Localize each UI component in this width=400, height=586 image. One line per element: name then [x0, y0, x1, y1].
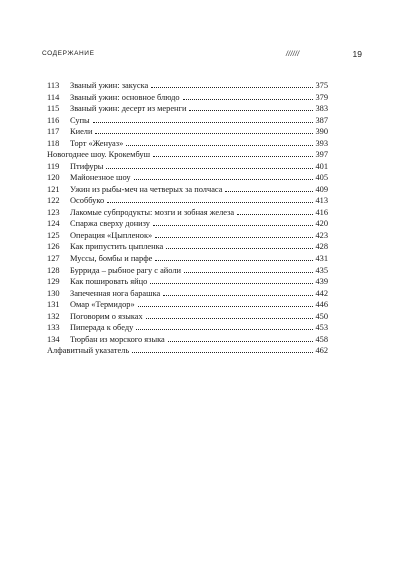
dot-leader: [155, 259, 313, 261]
chapter-number: 132: [47, 311, 60, 321]
toc-entry[interactable]: [47, 184, 328, 196]
toc-entry[interactable]: [47, 230, 328, 242]
chapter-title: Поговорим о языках: [70, 311, 143, 321]
chapter-number: 119: [47, 161, 60, 171]
chapter-number: 126: [47, 242, 60, 252]
entry-page-number: 420: [315, 219, 328, 229]
chapter-number: 130: [47, 288, 60, 298]
dot-leader: [150, 282, 313, 284]
chapter-number: 133: [47, 323, 60, 333]
entry-page-number: 413: [315, 196, 328, 206]
chapter-title: Как припустить цыпленка: [70, 242, 164, 252]
toc-entry[interactable]: [47, 265, 328, 277]
chapter-number: 127: [47, 253, 60, 263]
chapter-number: 113: [47, 81, 60, 90]
chapter-number: 122: [47, 196, 60, 206]
toc-entry[interactable]: [47, 345, 328, 357]
entry-page-number: 462: [315, 346, 328, 356]
entry-page-number: 379: [315, 92, 328, 102]
toc-entry[interactable]: [47, 172, 328, 184]
toc-entry[interactable]: [47, 161, 328, 173]
dot-leader: [93, 121, 313, 123]
chapter-number: 118: [47, 138, 60, 148]
page-header: [42, 49, 362, 61]
chapter-title: Буррида – рыбное рагу с айоли: [70, 265, 182, 275]
running-title: СОДЕРЖАНИЕ: [42, 50, 95, 57]
entry-page-number: 423: [315, 230, 328, 240]
dot-leader: [107, 201, 313, 203]
toc-entry[interactable]: [47, 311, 328, 323]
page-number: 19: [352, 49, 362, 59]
chapter-title: Званый ужин: основное блюдо: [70, 92, 180, 102]
toc-entry[interactable]: [47, 126, 328, 138]
dot-leader: [153, 224, 313, 226]
chapter-number: 125: [47, 230, 60, 240]
dot-leader: [146, 317, 313, 319]
chapter-number: 128: [47, 265, 60, 275]
dot-leader: [183, 98, 313, 100]
entry-page-number: 387: [315, 115, 328, 125]
entry-page-number: 405: [315, 173, 328, 183]
dot-leader: [166, 247, 313, 249]
dot-leader: [153, 155, 313, 157]
entry-page-number: 393: [315, 138, 328, 148]
dot-leader: [136, 328, 313, 330]
entry-page-number: 390: [315, 127, 328, 137]
entry-page-number: 458: [315, 334, 328, 344]
chapter-number: 124: [47, 219, 60, 229]
toc-entry[interactable]: [47, 80, 328, 92]
dot-leader: [126, 144, 313, 146]
toc-entry[interactable]: [47, 241, 328, 253]
toc-entry[interactable]: [47, 195, 328, 207]
dot-leader: [155, 236, 313, 238]
chapter-title: Особбуко: [70, 196, 105, 206]
chapter-title: Званый ужин: закуска: [70, 81, 149, 90]
toc-entry[interactable]: [47, 92, 328, 104]
toc-entry[interactable]: [47, 138, 328, 150]
dot-leader: [163, 294, 313, 296]
dot-leader: [151, 86, 313, 88]
toc-entry[interactable]: [47, 149, 328, 161]
toc-entry[interactable]: [47, 276, 328, 288]
chapter-title: Спаржа сверху донизу: [70, 219, 150, 229]
dot-leader: [132, 351, 313, 353]
entry-page-number: 383: [315, 104, 328, 114]
entry-page-number: 446: [315, 300, 328, 310]
chapter-title: Тюрбан из морского языка: [70, 334, 165, 344]
entry-page-number: 416: [315, 207, 328, 217]
chapter-title: Киели: [70, 127, 93, 137]
chapter-title: Пиперада к обеду: [70, 323, 134, 333]
chapter-title: Запеченная нога барашка: [70, 288, 161, 298]
chapter-number: 121: [47, 184, 60, 194]
toc-entry[interactable]: [47, 334, 328, 346]
chapter-number: 115: [47, 104, 60, 114]
dot-leader: [189, 109, 313, 111]
decorative-hatch-marks: //////: [286, 51, 300, 58]
entry-page-number: 431: [315, 253, 328, 263]
chapter-title: Званый ужин: десерт из меренги: [70, 104, 187, 114]
toc-entry[interactable]: [47, 207, 328, 219]
chapter-number: 117: [47, 127, 60, 137]
chapter-title: Майонезное шоу: [70, 173, 131, 183]
toc-entry[interactable]: [47, 299, 328, 311]
dot-leader: [106, 167, 313, 169]
dot-leader: [95, 132, 313, 134]
chapter-title: Супы: [70, 115, 90, 125]
chapter-title: Птифуры: [70, 161, 104, 171]
toc-entry[interactable]: [47, 253, 328, 265]
chapter-number: 131: [47, 300, 60, 310]
toc-entry[interactable]: [47, 115, 328, 127]
chapter-title: Торт «Женуаз»: [70, 138, 124, 148]
chapter-title: Операция «Цыпленок»: [70, 230, 153, 240]
toc-entry[interactable]: [47, 218, 328, 230]
dot-leader: [134, 178, 313, 180]
chapter-title: Муссы, бомбы и парфе: [70, 253, 153, 263]
dot-leader: [237, 213, 313, 215]
chapter-title: Как пошировать яйцо: [70, 277, 148, 287]
chapter-title: Новогоднее шоу. Крокембуш: [47, 150, 151, 160]
entry-page-number: 409: [315, 184, 328, 194]
chapter-number: 114: [47, 92, 60, 102]
dot-leader: [225, 190, 313, 192]
chapter-number: 120: [47, 173, 60, 183]
entry-page-number: 397: [315, 150, 328, 160]
entry-page-number: 450: [315, 311, 328, 321]
chapter-number: 129: [47, 277, 60, 287]
chapter-title: Алфавитный указатель: [47, 346, 130, 356]
entry-page-number: 401: [315, 161, 328, 171]
entry-page-number: 375: [315, 81, 328, 90]
dot-leader: [184, 271, 313, 273]
toc-entry[interactable]: [47, 288, 328, 300]
chapter-number: 123: [47, 207, 60, 217]
entry-page-number: 435: [315, 265, 328, 275]
entry-page-number: 439: [315, 277, 328, 287]
entry-page-number: 428: [315, 242, 328, 252]
toc-entry[interactable]: [47, 322, 328, 334]
chapter-title: Ужин из рыбы-меч на четверых за полчаса: [70, 184, 223, 194]
chapter-number: 116: [47, 115, 60, 125]
dot-leader: [138, 305, 313, 307]
table-of-contents: [47, 80, 328, 357]
chapter-number: 134: [47, 334, 60, 344]
toc-entry[interactable]: [47, 103, 328, 115]
entry-page-number: 442: [315, 288, 328, 298]
entry-page-number: 453: [315, 323, 328, 333]
chapter-title: Лакомые субпродукты: мозги и зобная железа: [70, 207, 235, 217]
chapter-title: Омар «Термидор»: [70, 300, 135, 310]
dot-leader: [168, 340, 313, 342]
